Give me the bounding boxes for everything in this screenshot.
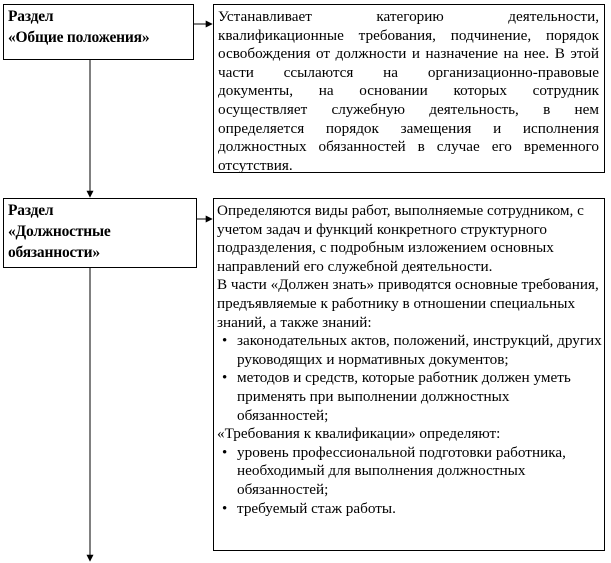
duties-know-list [217,332,602,425]
duties-know-intro: В части «Должен знать» приводятся основные требования, предъявляемые к работнику в отношении специальных знаний, а также знаний: [217,276,599,331]
list-item: • требуемый стаж работы. [217,500,602,519]
section-general-provisions-box [3,4,194,60]
section-duties-description-box [213,198,605,551]
list-item: • законодательных актов, положений, инструкций, других руководящих и нормативных документов; [217,332,602,369]
section-general-label-line2: «Общие положения» [8,29,150,46]
duties-intro: Определяются виды работ, выполняемые сотрудником, с учетом задач и функций конкретного структурного подразделения, с подробным изложением основных направлений его служебной деятельности. [217,202,584,275]
section-duties-label-line3: обязанности» [8,244,100,261]
section-general-label-line1: Раздел [8,8,54,25]
section-duties-label-line1: Раздел [8,202,54,219]
section-general-description: Устанавливает категорию деятельности, квалификационные требования, подчинение, порядок освобождения от должности и назначение на нее. В этой части ссылаются на организационно-правовые документы, на основании которых сотрудник осуществляет служебную деятельность, в нем определяется порядок замещения и исполнения должностных обязанностей в случае его временного отсутствия. [218,8,599,173]
duties-qual-intro: «Требования к квалификации» определяют: [217,425,501,443]
duties-qual-list [217,444,602,518]
list-item: • методов и средств, которые работник должен уметь применять при выполнении должностных обязанностей; [217,369,602,425]
section-duties-box [3,198,197,268]
section-general-description-box [213,4,605,173]
list-item: • уровень профессиональной подготовки работника, необходимый для выполнения должностных обязанностей; [217,444,602,500]
section-duties-label-line2: «Должностные [8,223,111,240]
